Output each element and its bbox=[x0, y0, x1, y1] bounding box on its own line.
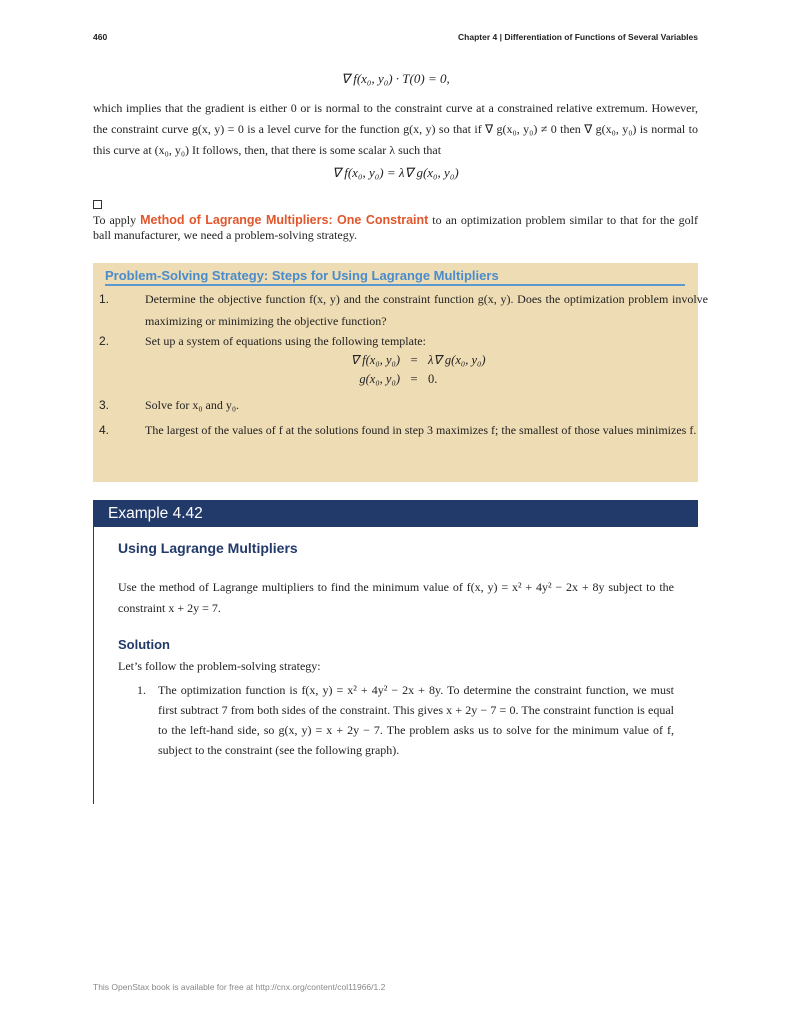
strategy-title: Problem-Solving Strategy: Steps for Using Lagrange Multipliers bbox=[105, 268, 685, 286]
step-number: 4. bbox=[99, 423, 110, 437]
example-border bbox=[93, 527, 94, 804]
chapter-header: Chapter 4 | Differentiation of Functions of Several Variables bbox=[458, 32, 698, 42]
system-eq: = bbox=[410, 372, 418, 386]
solution-step-1 bbox=[137, 680, 674, 760]
step-text: The largest of the values of f at the solutions found in step 3 maximizes f; the smallest of those values minimizes f. bbox=[145, 423, 697, 437]
system-rhs1: λ∇ g(x₀, y₀) bbox=[428, 353, 486, 367]
step-text: Solve for x₀ and y₀. bbox=[145, 398, 240, 412]
system-lhs2: g(x₀, y₀) bbox=[359, 372, 400, 386]
step-number: 3. bbox=[99, 398, 110, 412]
step-text: The optimization function is f(x, y) = x² + 4y² − 2x + 8y. To determine the constraint function, we must first subtract 7 from both sides of the constraint. This gives x + 2y − 7 = 0. The constraint function is equal to the left-hand side, so g(x, y) = x + 2y − 7. The problem asks us to solve for the minimum value of f, subject to the constraint (see the following graph). bbox=[158, 683, 674, 757]
step-number: 1. bbox=[137, 683, 146, 697]
step-text: Determine the objective function f(x, y) and the constraint function g(x, y). Does the optimization problem involve maximizing or minimizing the objective function? bbox=[145, 292, 708, 328]
equation-lagrange: ∇ f(x₀, y₀) = λ∇ g(x₀, y₀) bbox=[332, 165, 459, 180]
intro-text-end: to an optimization problem similar to that for the golf ball manufacturer, we need a problem-solving strategy. bbox=[93, 213, 699, 242]
strategy-step bbox=[99, 419, 708, 441]
system-lhs1: ∇ f(x₀, y₀) bbox=[350, 353, 400, 367]
paragraph-gradient-normal: which implies that the gradient is either 0 or is normal to the constraint curve at a constrained relative extremum. However, the constraint curve g(x, y) = 0 is a level curve for the function g(x, y) so that if ∇ g(x₀, y₀) ≠ 0 then ∇ g(x₀, y₀) is normal to this curve at (x₀, y₀) It follows, then, that there is some scalar λ such that bbox=[93, 101, 698, 157]
strategy-step bbox=[99, 330, 708, 352]
system-eq: = bbox=[410, 353, 418, 367]
equation-system bbox=[300, 351, 486, 389]
system-rhs2: 0. bbox=[428, 372, 438, 386]
intro-paragraph bbox=[93, 213, 698, 243]
example-problem: Use the method of Lagrange multipliers to find the minimum value of f(x, y) = x² + 4y² − 2x + 8y subject to the constraint x + 2y = 7. bbox=[118, 580, 674, 615]
method-link[interactable]: Method of Lagrange Multipliers: One Constraint bbox=[140, 213, 429, 227]
intro-text: To apply bbox=[93, 213, 141, 227]
page-number: 460 bbox=[93, 32, 108, 42]
solution-intro: Let’s follow the problem-solving strategy: bbox=[118, 659, 321, 673]
end-of-proof-square-icon bbox=[93, 200, 102, 209]
step-number: 2. bbox=[99, 334, 110, 348]
strategy-step bbox=[99, 394, 708, 416]
strategy-step bbox=[99, 288, 708, 332]
equation-gradient-tangent: ∇ f(x₀, y₀) · T(0) = 0, bbox=[341, 71, 450, 86]
solution-heading: Solution bbox=[118, 637, 170, 652]
step-number: 1. bbox=[99, 292, 110, 306]
step-text: Set up a system of equations using the following template: bbox=[145, 334, 426, 348]
example-title: Using Lagrange Multipliers bbox=[118, 540, 298, 556]
example-label: Example 4.42 bbox=[108, 505, 203, 522]
footer: This OpenStax book is available for free at http://cnx.org/content/col11966/1.2 bbox=[93, 982, 386, 992]
